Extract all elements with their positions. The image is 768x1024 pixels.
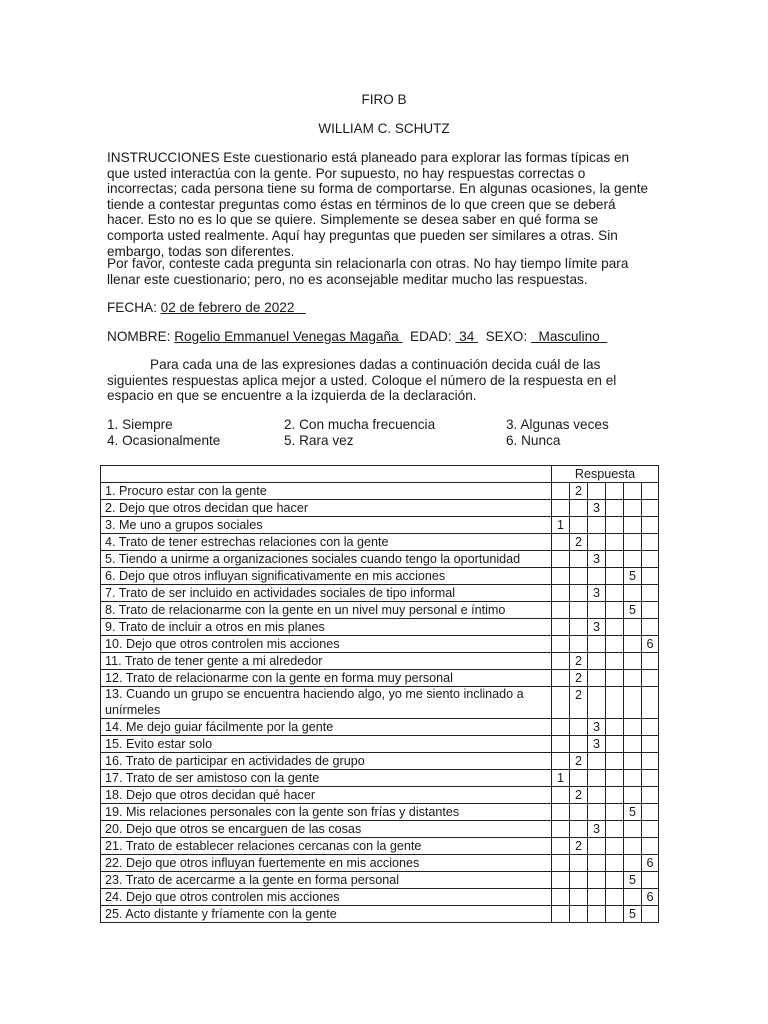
answer-cell[interactable] <box>570 719 588 736</box>
answer-cell-selected[interactable]: 6 <box>642 889 659 906</box>
answer-cell[interactable] <box>642 551 659 568</box>
statement-cell <box>101 906 552 923</box>
fecha-value: 02 de febrero de 2022 <box>160 300 295 315</box>
table-row <box>101 821 659 838</box>
statement-cell <box>101 636 552 653</box>
answer-cell-selected[interactable]: 5 <box>624 872 642 889</box>
statement-cell <box>101 670 552 687</box>
answer-cell-selected[interactable]: 3 <box>588 736 606 753</box>
answer-cell[interactable] <box>624 821 642 838</box>
answer-cell[interactable] <box>588 568 606 585</box>
answer-cell[interactable] <box>624 719 642 736</box>
answer-cell[interactable] <box>570 889 588 906</box>
answer-cell[interactable] <box>570 585 588 602</box>
answer-cell[interactable] <box>570 551 588 568</box>
answer-cell[interactable] <box>588 670 606 687</box>
answer-cell[interactable] <box>570 736 588 753</box>
table-row <box>101 483 659 500</box>
answer-cell-selected[interactable]: 5 <box>624 804 642 821</box>
answer-cell[interactable] <box>624 736 642 753</box>
answer-cell[interactable] <box>624 619 642 636</box>
answer-cell-selected[interactable]: 2 <box>570 653 588 670</box>
table-row <box>101 838 659 855</box>
statement-cell <box>101 889 552 906</box>
answer-cell[interactable] <box>642 872 659 889</box>
answer-cell[interactable] <box>642 500 659 517</box>
statement-text: 10. Dejo que otros controlen mis acciones <box>105 637 340 651</box>
answer-cell[interactable] <box>642 602 659 619</box>
answer-cell[interactable] <box>624 636 642 653</box>
answer-cell[interactable] <box>624 753 642 770</box>
answer-cell[interactable] <box>642 838 659 855</box>
answer-cell[interactable] <box>552 653 570 670</box>
table-row <box>101 619 659 636</box>
answer-cell[interactable] <box>642 517 659 534</box>
answer-cell[interactable] <box>552 855 570 872</box>
document-author: WILLIAM C. SCHUTZ <box>318 121 450 136</box>
answer-cell[interactable] <box>588 636 606 653</box>
table-row <box>101 568 659 585</box>
answer-cell[interactable] <box>570 872 588 889</box>
table-row <box>101 585 659 602</box>
statement-text: 16. Trato de participar en actividades de grupo <box>105 754 365 768</box>
answer-cell[interactable] <box>624 838 642 855</box>
response-header: Respuesta <box>552 466 659 483</box>
answer-cell[interactable] <box>552 719 570 736</box>
answer-cell[interactable] <box>606 804 624 821</box>
answer-cell[interactable] <box>624 534 642 551</box>
nombre-value: Rogelio Emmanuel Venegas Magaña <box>174 329 399 344</box>
statement-cell <box>101 500 552 517</box>
option-5: 5. Rara vez <box>284 433 354 448</box>
answer-cell[interactable] <box>552 534 570 551</box>
table-row <box>101 872 659 889</box>
answer-cell[interactable] <box>624 770 642 787</box>
answer-cell[interactable] <box>588 753 606 770</box>
answer-cell[interactable] <box>642 534 659 551</box>
statement-cell <box>101 736 552 753</box>
answer-cell[interactable] <box>606 838 624 855</box>
answer-cell-selected[interactable]: 6 <box>642 855 659 872</box>
instructions-paragraph-2: Por favor, conteste cada pregunta sin relacionarla con otras. No hay tiempo límite para llenar este cuestionario; pero, no es aconsejable meditar mucho las respuestas. <box>107 256 629 287</box>
statement-cell <box>101 483 552 500</box>
answer-cell[interactable] <box>570 619 588 636</box>
answer-cell[interactable] <box>606 653 624 670</box>
fecha-line <box>107 300 306 315</box>
answer-cell-selected[interactable]: 3 <box>588 719 606 736</box>
instructions-paragraph: INSTRUCCIONES Este cuestionario está planeado para explorar las formas típicas en que usted interactúa con la gente. Por supuesto, no hay respuestas correctas o incorrectas; cada persona tiene su forma de comportarse. En algunas ocasiones, la gente tiende a contestar preguntas como éstas en términos de lo que creen que se deberá hacer. Esto no es lo que se quiere. Simplemente se desea saber en qué forma se comporta usted realmente. Aquí hay preguntas que pueden ser similares a otras. Sin embargo, todas son diferentes. <box>107 150 649 259</box>
answer-cell-selected[interactable]: 2 <box>570 787 588 804</box>
answer-cell-selected[interactable]: 6 <box>642 636 659 653</box>
answer-cell[interactable] <box>624 670 642 687</box>
table-row <box>101 804 659 821</box>
statement-text: 3. Me uno a grupos sociales <box>105 518 263 532</box>
table-row <box>101 736 659 753</box>
answer-cell-selected[interactable]: 5 <box>624 568 642 585</box>
answer-cell[interactable] <box>624 517 642 534</box>
answer-cell[interactable] <box>552 602 570 619</box>
answer-cell[interactable] <box>606 534 624 551</box>
answer-cell-selected[interactable]: 2 <box>570 687 588 719</box>
answer-cell-selected[interactable]: 2 <box>570 483 588 500</box>
answer-cell-selected[interactable]: 3 <box>588 619 606 636</box>
response-table <box>100 465 659 923</box>
statement-text: 23. Trato de acercarme a la gente en forma personal <box>105 873 400 887</box>
statement-text: 21. Trato de establecer relaciones cercanas con la gente <box>105 839 422 853</box>
answer-cell[interactable] <box>552 551 570 568</box>
answer-cell[interactable] <box>642 804 659 821</box>
table-row <box>101 602 659 619</box>
answer-cell[interactable] <box>588 483 606 500</box>
statement-text: 24. Dejo que otros controlen mis acciones <box>105 890 340 904</box>
statement-text: 14. Me dejo guiar fácilmente por la gente <box>105 720 334 734</box>
answer-cell[interactable] <box>642 568 659 585</box>
table-row <box>101 719 659 736</box>
answer-cell[interactable] <box>552 500 570 517</box>
statement-cell <box>101 804 552 821</box>
statement-cell <box>101 838 552 855</box>
statement-text: 13. Cuando un grupo se encuentra haciendo algo, yo me siento inclinado a unírmeles <box>105 687 524 717</box>
answer-cell[interactable] <box>588 889 606 906</box>
sexo-value: Masculino <box>538 329 600 344</box>
statement-text: 5. Tiendo a unirme a organizaciones sociales cuando tengo la oportunidad <box>105 552 521 566</box>
statement-text: 9. Trato de incluir a otros en mis planes <box>105 620 325 634</box>
table-corner <box>101 466 552 483</box>
statement-text: 22. Dejo que otros influyan fuertemente en mis acciones <box>105 856 420 870</box>
nombre-label: NOMBRE: <box>107 329 171 344</box>
answer-cell[interactable] <box>606 719 624 736</box>
answer-cell[interactable] <box>552 804 570 821</box>
answer-cell[interactable] <box>606 585 624 602</box>
answer-cell[interactable] <box>642 906 659 923</box>
table-row <box>101 551 659 568</box>
answer-cell[interactable] <box>588 602 606 619</box>
answer-cell[interactable] <box>570 517 588 534</box>
answer-cell[interactable] <box>642 770 659 787</box>
answer-cell[interactable] <box>588 787 606 804</box>
answer-cell[interactable] <box>606 568 624 585</box>
answer-cell[interactable] <box>552 821 570 838</box>
statement-cell <box>101 753 552 770</box>
statement-cell <box>101 687 552 719</box>
answer-cell-selected[interactable]: 5 <box>624 906 642 923</box>
answer-cell-selected[interactable]: 2 <box>570 534 588 551</box>
answer-cell[interactable] <box>642 687 659 719</box>
statement-cell <box>101 855 552 872</box>
statement-cell <box>101 787 552 804</box>
answer-cell-selected[interactable]: 2 <box>570 753 588 770</box>
table-row <box>101 855 659 872</box>
table-row <box>101 653 659 670</box>
table-row <box>101 636 659 653</box>
answer-cell-selected[interactable]: 1 <box>552 517 570 534</box>
answer-cell[interactable] <box>570 500 588 517</box>
answer-cell[interactable] <box>642 653 659 670</box>
statement-cell <box>101 585 552 602</box>
statement-text: 18. Dejo que otros decidan qué hacer <box>105 788 316 802</box>
answer-cell[interactable] <box>552 753 570 770</box>
statement-cell <box>101 719 552 736</box>
option-3: 3. Algunas veces <box>506 417 609 432</box>
statement-text: 12. Trato de relacionarme con la gente en forma muy personal <box>105 671 453 685</box>
statement-cell <box>101 619 552 636</box>
answer-cell[interactable] <box>606 517 624 534</box>
statement-text: 11. Trato de tener gente a mi alrededor <box>105 654 323 668</box>
answer-cell-selected[interactable]: 5 <box>624 602 642 619</box>
answer-cell[interactable] <box>552 872 570 889</box>
nombre-line <box>107 329 607 344</box>
answer-cell[interactable] <box>570 636 588 653</box>
answer-cell[interactable] <box>570 770 588 787</box>
answer-cell[interactable] <box>624 889 642 906</box>
answer-cell[interactable] <box>624 585 642 602</box>
answer-cell[interactable] <box>570 855 588 872</box>
document-title: FIRO B <box>361 92 407 107</box>
answer-cell[interactable] <box>642 483 659 500</box>
answer-cell[interactable] <box>624 500 642 517</box>
answer-cell[interactable] <box>624 483 642 500</box>
statement-text: 2. Dejo que otros decidan que hacer <box>105 501 309 515</box>
answer-cell[interactable] <box>642 670 659 687</box>
edad-value: 34 <box>459 329 475 344</box>
answer-cell[interactable] <box>588 517 606 534</box>
answer-cell[interactable] <box>606 636 624 653</box>
statement-text: 19. Mis relaciones personales con la gente son frías y distantes <box>105 805 460 819</box>
answer-cell[interactable] <box>588 872 606 889</box>
answer-cell-selected[interactable]: 3 <box>588 585 606 602</box>
table-row <box>101 770 659 787</box>
answer-cell[interactable] <box>624 787 642 804</box>
statement-text: 1. Procuro estar con la gente <box>105 484 267 498</box>
answer-cell[interactable] <box>606 551 624 568</box>
answer-cell[interactable] <box>588 855 606 872</box>
answer-cell[interactable] <box>606 736 624 753</box>
statement-cell <box>101 568 552 585</box>
answer-cell[interactable] <box>606 619 624 636</box>
statement-cell <box>101 770 552 787</box>
answer-cell[interactable] <box>606 821 624 838</box>
answer-cell[interactable] <box>642 753 659 770</box>
answer-cell[interactable] <box>552 838 570 855</box>
answer-cell[interactable] <box>606 670 624 687</box>
answer-cell[interactable] <box>624 551 642 568</box>
table-row <box>101 670 659 687</box>
answer-cell[interactable] <box>552 636 570 653</box>
answer-cell[interactable] <box>552 568 570 585</box>
answer-cell[interactable] <box>642 719 659 736</box>
answer-cell-selected[interactable]: 3 <box>588 500 606 517</box>
answer-cell[interactable] <box>552 906 570 923</box>
answer-cell[interactable] <box>588 906 606 923</box>
statement-cell <box>101 534 552 551</box>
statement-cell <box>101 551 552 568</box>
edad-label: EDAD: <box>410 329 452 344</box>
answer-cell-selected[interactable]: 3 <box>588 821 606 838</box>
statement-text: 20. Dejo que otros se encarguen de las cosas <box>105 822 362 836</box>
answer-cell[interactable] <box>570 821 588 838</box>
table-row <box>101 517 659 534</box>
table-row <box>101 687 659 719</box>
statement-text: 15. Evito estar solo <box>105 737 213 751</box>
answer-cell[interactable] <box>606 770 624 787</box>
statement-text: 7. Trato de ser incluido en actividades sociales de tipo informal <box>105 586 456 600</box>
answer-cell[interactable] <box>588 838 606 855</box>
answer-cell[interactable] <box>552 483 570 500</box>
answer-cell[interactable] <box>606 483 624 500</box>
answer-cell[interactable] <box>642 821 659 838</box>
answer-cell[interactable] <box>570 906 588 923</box>
answer-cell[interactable] <box>570 568 588 585</box>
answer-cell[interactable] <box>588 804 606 821</box>
table-row <box>101 787 659 804</box>
sexo-label: SEXO: <box>485 329 528 344</box>
answer-cell[interactable] <box>552 889 570 906</box>
table-row <box>101 534 659 551</box>
answer-cell[interactable] <box>588 653 606 670</box>
answer-cell[interactable] <box>552 687 570 719</box>
answer-cell-selected[interactable]: 2 <box>570 838 588 855</box>
statement-text: 17. Trato de ser amistoso con la gente <box>105 771 320 785</box>
answer-cell[interactable] <box>606 687 624 719</box>
answer-cell[interactable] <box>606 500 624 517</box>
answer-cell[interactable] <box>606 753 624 770</box>
statement-text: 6. Dejo que otros influyan significativamente en mis acciones <box>105 569 446 583</box>
statement-cell <box>101 653 552 670</box>
directions-paragraph: Para cada una de las expresiones dadas a continuación decida cuál de las siguientes respuestas aplica mejor a usted. Coloque el número de la respuesta en el espacio en que se encuentre a la izquierda de la declaración. <box>107 357 617 404</box>
answer-cell[interactable] <box>606 906 624 923</box>
answer-cell[interactable] <box>624 653 642 670</box>
answer-cell[interactable] <box>552 787 570 804</box>
answer-cell[interactable] <box>552 670 570 687</box>
answer-cell[interactable] <box>642 585 659 602</box>
answer-cell[interactable] <box>642 787 659 804</box>
option-1: 1. Siempre <box>107 417 173 432</box>
answer-cell[interactable] <box>606 787 624 804</box>
answer-cell[interactable] <box>642 619 659 636</box>
answer-cell[interactable] <box>570 804 588 821</box>
answer-cell-selected[interactable]: 2 <box>570 670 588 687</box>
answer-cell[interactable] <box>642 736 659 753</box>
answer-cell[interactable] <box>606 889 624 906</box>
answer-cell[interactable] <box>588 687 606 719</box>
statement-cell <box>101 517 552 534</box>
statement-cell <box>101 821 552 838</box>
option-6: 6. Nunca <box>506 433 561 448</box>
answer-cell[interactable] <box>606 872 624 889</box>
answer-cell[interactable] <box>588 770 606 787</box>
table-row <box>101 500 659 517</box>
table-row <box>101 906 659 923</box>
answer-cell-selected[interactable]: 1 <box>552 770 570 787</box>
statement-text: 8. Trato de relacionarme con la gente en un nivel muy personal e íntimo <box>105 603 506 617</box>
answer-cell-selected[interactable]: 3 <box>588 551 606 568</box>
answer-cell[interactable] <box>624 687 642 719</box>
fecha-label: FECHA: <box>107 300 157 315</box>
table-row <box>101 889 659 906</box>
answer-cell[interactable] <box>606 602 624 619</box>
table-row <box>101 753 659 770</box>
option-2: 2. Con mucha frecuencia <box>284 417 436 432</box>
answer-cell[interactable] <box>588 534 606 551</box>
statement-text: 25. Acto distante y fríamente con la gente <box>105 907 337 921</box>
answer-cell[interactable] <box>624 855 642 872</box>
answer-cell[interactable] <box>570 602 588 619</box>
answer-cell[interactable] <box>606 855 624 872</box>
statement-text: 4. Trato de tener estrechas relaciones con la gente <box>105 535 389 549</box>
statement-cell <box>101 602 552 619</box>
answer-cell[interactable] <box>552 619 570 636</box>
answer-cell[interactable] <box>552 736 570 753</box>
option-4: 4. Ocasionalmente <box>107 433 221 448</box>
statement-cell <box>101 872 552 889</box>
answer-cell[interactable] <box>552 585 570 602</box>
